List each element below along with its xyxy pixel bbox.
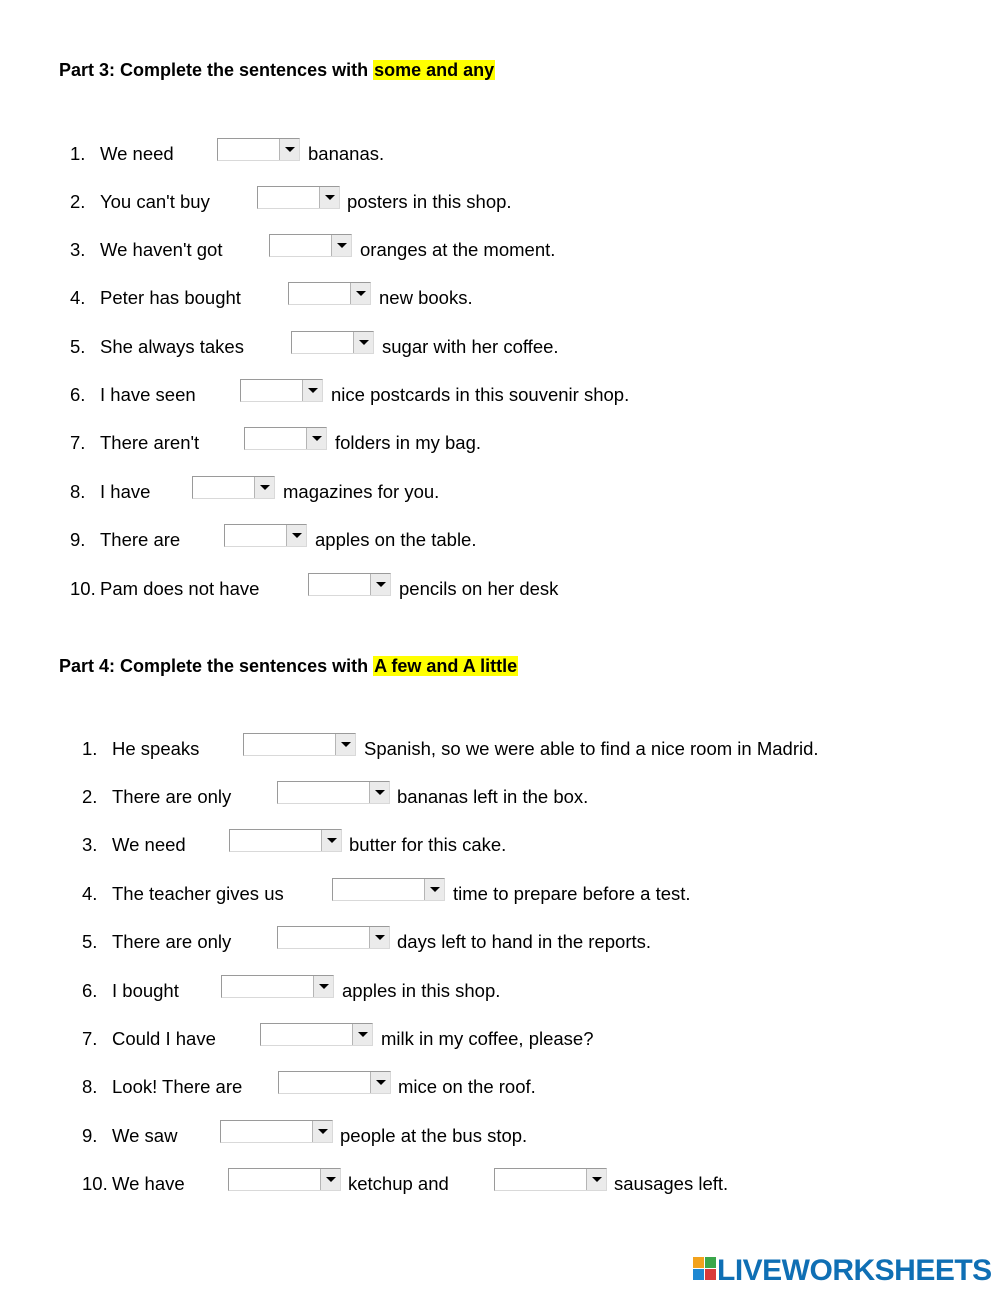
chevron-down-icon[interactable] <box>286 525 306 546</box>
item-text-before: I have seen <box>100 384 196 405</box>
part3-item <box>0 379 1000 409</box>
chevron-down-icon[interactable] <box>335 734 355 755</box>
item-text-before: There are <box>100 529 181 550</box>
item-text-before: There are only <box>112 931 232 952</box>
answer-dropdown[interactable] <box>240 379 323 402</box>
part3-item <box>0 138 1000 168</box>
chevron-down-icon[interactable] <box>369 927 389 948</box>
item-text-after: sausages left. <box>614 1173 729 1194</box>
part4-item <box>0 926 1000 956</box>
item-text-after: sugar with her coffee. <box>382 336 559 357</box>
item-text-after: apples on the table. <box>315 529 477 550</box>
answer-dropdown[interactable] <box>217 138 300 161</box>
chevron-down-icon[interactable] <box>350 283 370 304</box>
item-text-after: mice on the roof. <box>398 1076 536 1097</box>
item-number: 10. <box>70 578 96 599</box>
item-text-after: pencils on her desk <box>399 578 559 599</box>
item-text-after: milk in my coffee, please? <box>381 1028 594 1049</box>
part3-heading <box>59 60 495 81</box>
item-text-after: people at the bus stop. <box>340 1125 528 1146</box>
item-text-after: bananas. <box>308 143 385 164</box>
item-text-before: We have <box>112 1173 185 1194</box>
part4-item <box>0 733 1000 763</box>
part3-item <box>0 427 1000 457</box>
item-number: 9. <box>70 529 86 550</box>
item-number: 1. <box>82 738 98 759</box>
item-number: 8. <box>70 481 86 502</box>
answer-dropdown[interactable] <box>220 1120 333 1143</box>
item-number: 7. <box>70 432 86 453</box>
logo-icon <box>693 1257 717 1281</box>
answer-dropdown[interactable] <box>277 926 390 949</box>
item-number: 2. <box>70 191 86 212</box>
answer-dropdown[interactable] <box>229 829 342 852</box>
chevron-down-icon[interactable] <box>370 1072 390 1093</box>
answer-dropdown[interactable] <box>243 733 356 756</box>
item-text-after: posters in this shop. <box>347 191 512 212</box>
item-text-before: We saw <box>112 1125 178 1146</box>
item-number: 3. <box>82 834 98 855</box>
part4-item <box>0 1023 1000 1053</box>
item-number: 6. <box>70 384 86 405</box>
item-number: 7. <box>82 1028 98 1049</box>
item-number: 10. <box>82 1173 108 1194</box>
item-text-before: There aren't <box>100 432 200 453</box>
item-number: 8. <box>82 1076 98 1097</box>
item-number: 1. <box>70 143 86 164</box>
item-text-before: There are only <box>112 786 232 807</box>
chevron-down-icon[interactable] <box>331 235 351 256</box>
item-text-after: folders in my bag. <box>335 432 482 453</box>
chevron-down-icon[interactable] <box>320 1169 340 1190</box>
item-text-before: The teacher gives us <box>112 883 284 904</box>
answer-dropdown[interactable] <box>332 878 445 901</box>
part4-item <box>0 1071 1000 1101</box>
item-text-after: time to prepare before a test. <box>453 883 691 904</box>
item-text-before: He speaks <box>112 738 200 759</box>
chevron-down-icon[interactable] <box>424 879 444 900</box>
chevron-down-icon[interactable] <box>370 574 390 595</box>
item-number: 5. <box>82 931 98 952</box>
item-text-after: bananas left in the box. <box>397 786 589 807</box>
item-text-after: oranges at the moment. <box>360 239 556 260</box>
part4-item <box>0 1120 1000 1150</box>
answer-dropdown[interactable] <box>221 975 334 998</box>
item-text-before: She always takes <box>100 336 244 357</box>
item-number: 2. <box>82 786 98 807</box>
answer-dropdown[interactable] <box>257 186 340 209</box>
item-text-before: I bought <box>112 980 179 1001</box>
item-number: 4. <box>70 287 86 308</box>
part3-heading-highlight: some and any <box>374 60 495 80</box>
item-text-after: new books. <box>379 287 473 308</box>
answer-dropdown[interactable] <box>260 1023 373 1046</box>
item-text-after: butter for this cake. <box>349 834 507 855</box>
answer-dropdown[interactable] <box>494 1168 607 1191</box>
item-text-before: Could I have <box>112 1028 216 1049</box>
chevron-down-icon[interactable] <box>279 139 299 160</box>
part4-item <box>0 829 1000 859</box>
answer-dropdown[interactable] <box>244 427 327 450</box>
item-text-before: You can't buy <box>100 191 210 212</box>
chevron-down-icon[interactable] <box>313 976 333 997</box>
chevron-down-icon[interactable] <box>306 428 326 449</box>
item-text-before: We need <box>112 834 186 855</box>
answer-dropdown[interactable] <box>308 573 391 596</box>
item-text-before: We haven't got <box>100 239 223 260</box>
answer-dropdown[interactable] <box>224 524 307 547</box>
chevron-down-icon[interactable] <box>319 187 339 208</box>
item-text-after: magazines for you. <box>283 481 440 502</box>
item-number: 4. <box>82 883 98 904</box>
part3-item <box>0 186 1000 216</box>
part4-heading-text: Part 4: Complete the sentences with <box>59 656 374 676</box>
part3-item <box>0 234 1000 264</box>
item-text-before: Look! There are <box>112 1076 243 1097</box>
item-number: 5. <box>70 336 86 357</box>
item-text-middle: ketchup and <box>348 1173 449 1194</box>
item-text-after: apples in this shop. <box>342 980 501 1001</box>
answer-dropdown[interactable] <box>269 234 352 257</box>
item-text-before: I have <box>100 481 151 502</box>
part3-item <box>0 573 1000 603</box>
item-number: 6. <box>82 980 98 1001</box>
chevron-down-icon[interactable] <box>254 477 274 498</box>
item-text-before: Peter has bought <box>100 287 241 308</box>
item-number: 3. <box>70 239 86 260</box>
part4-item <box>0 781 1000 811</box>
answer-dropdown[interactable] <box>291 331 374 354</box>
part3-item <box>0 331 1000 361</box>
part4-item <box>0 1168 1000 1198</box>
item-text-after: days left to hand in the reports. <box>397 931 652 952</box>
part4-item <box>0 975 1000 1005</box>
part3-heading-text: Part 3: Complete the sentences with <box>59 60 374 80</box>
chevron-down-icon[interactable] <box>353 332 373 353</box>
item-number: 9. <box>82 1125 98 1146</box>
answer-dropdown[interactable] <box>277 781 390 804</box>
part4-heading-highlight: A few and A little <box>374 656 518 676</box>
chevron-down-icon[interactable] <box>312 1121 332 1142</box>
chevron-down-icon[interactable] <box>352 1024 372 1045</box>
answer-dropdown[interactable] <box>228 1168 341 1191</box>
part3-item <box>0 282 1000 312</box>
item-text-before: Pam does not have <box>100 578 260 599</box>
item-text-after: nice postcards in this souvenir shop. <box>331 384 630 405</box>
answer-dropdown[interactable] <box>288 282 371 305</box>
part4-item <box>0 878 1000 908</box>
part4-heading <box>59 656 518 677</box>
part3-item <box>0 476 1000 506</box>
answer-dropdown[interactable] <box>278 1071 391 1094</box>
item-text-after: Spanish, so we were able to find a nice room in Madrid. <box>364 738 819 759</box>
part3-item <box>0 524 1000 554</box>
chevron-down-icon[interactable] <box>302 380 322 401</box>
logo-text: LIVEWORKSHEETS <box>717 1254 992 1287</box>
chevron-down-icon[interactable] <box>321 830 341 851</box>
item-text-before: We need <box>100 143 174 164</box>
chevron-down-icon[interactable] <box>369 782 389 803</box>
answer-dropdown[interactable] <box>192 476 275 499</box>
chevron-down-icon[interactable] <box>586 1169 606 1190</box>
